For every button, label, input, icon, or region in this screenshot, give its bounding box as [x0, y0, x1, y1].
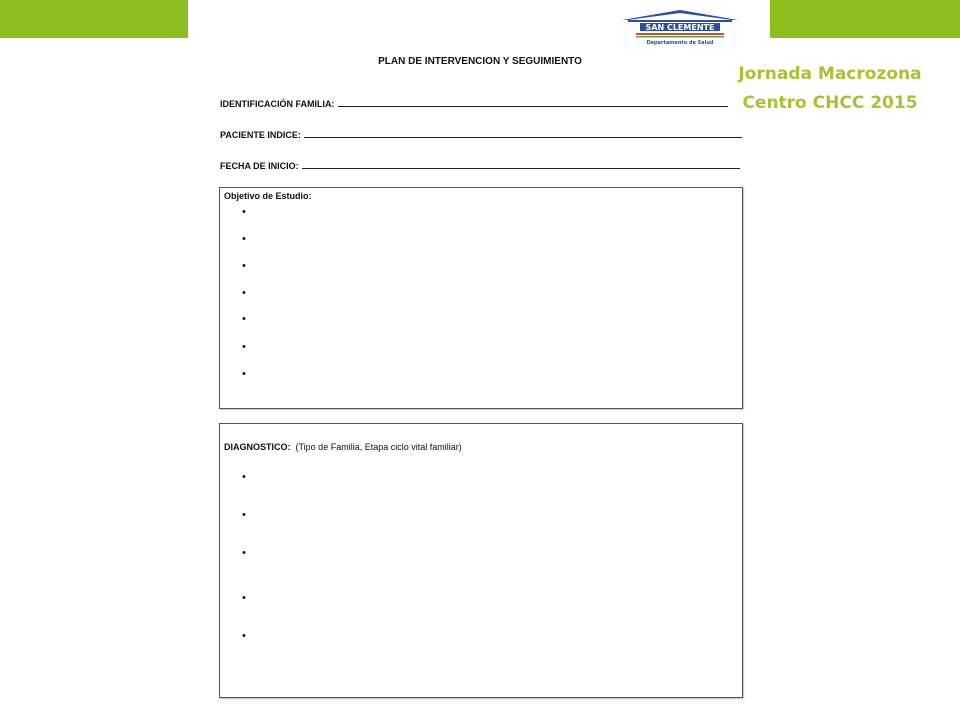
diagnostico-box [219, 423, 743, 698]
list-item: • [242, 471, 246, 483]
objetivo-box [219, 187, 743, 409]
list-item: • [242, 260, 246, 272]
field-fecha-inicio [220, 161, 740, 171]
san-clemente-logo [614, 8, 746, 46]
field-paciente-indice [220, 130, 742, 140]
list-item: • [242, 630, 246, 642]
field-label: PACIENTE INDICE: [220, 130, 301, 140]
field-identificacion-familia [220, 99, 728, 109]
accent-bar-right [770, 0, 960, 38]
field-label: FECHA DE INICIO: [220, 161, 299, 171]
event-line-1: Jornada Macrozona [738, 64, 922, 84]
event-line-2: Centro CHCC 2015 [742, 93, 918, 113]
accent-bar-left [0, 0, 188, 38]
field-blank-line [338, 106, 728, 107]
list-item: • [242, 313, 246, 325]
objetivo-heading: Objetivo de Estudio: [224, 191, 312, 201]
field-blank-line [302, 168, 740, 169]
roof-icon [614, 8, 746, 46]
event-caption [720, 60, 940, 118]
list-item: • [242, 368, 246, 380]
list-item: • [242, 341, 246, 353]
document-title: PLAN DE INTERVENCION Y SEGUIMIENTO [378, 56, 582, 67]
logo-name-text: SAN CLEMENTE [645, 23, 715, 32]
list-item: • [242, 287, 246, 299]
diagnostico-note: (Tipo de Familia, Etapa ciclo vital familiar) [295, 442, 462, 452]
field-blank-line [304, 137, 742, 138]
logo-tagline-text: Departamento de Salud [646, 40, 714, 46]
list-item: • [242, 509, 246, 521]
list-item: • [242, 592, 246, 604]
list-item: • [242, 233, 246, 245]
list-item: • [242, 547, 246, 559]
diagnostico-heading: DIAGNOSTICO: (Tipo de Familia, Etapa ciclo vital familiar) [224, 442, 462, 452]
list-item: • [242, 206, 246, 218]
field-label: IDENTIFICACIÓN FAMILIA: [220, 99, 335, 109]
